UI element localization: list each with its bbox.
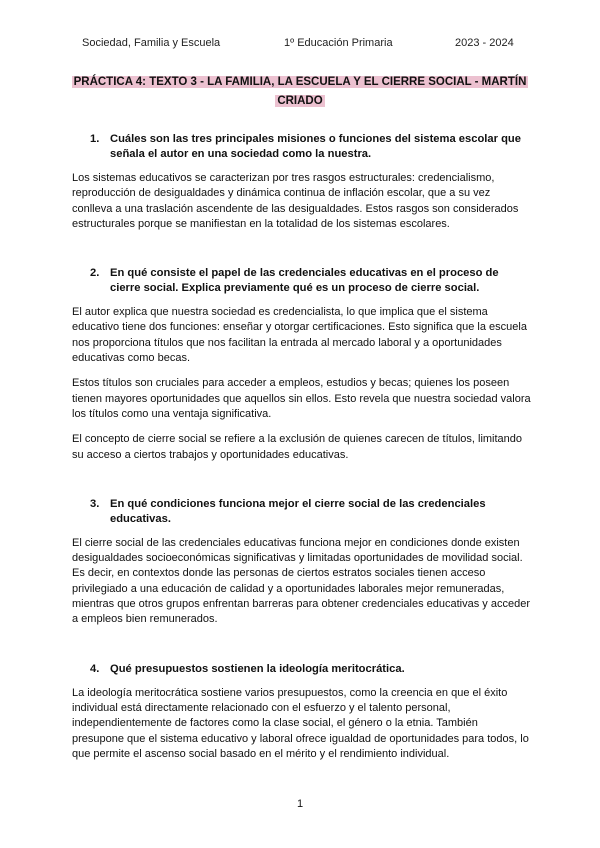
answer-paragraph: El cierre social de las credenciales educativas funciona mejor en condiciones donde existen desigualdades socioeconómicas significativas y limitadas oportunidades de movilidad social. Es decir, en contextos donde las personas de ciertos estratos sociales tienen acceso privilegiado a una educación de calidad y a oportunidades laborales mejor remuneradas, mientras que otros grupos enfrentan barreras para obtener credenciales educativas y acceder a empleos bien remunerados. [72,536,530,626]
answer-paragraph: El concepto de cierre social se refiere a la exclusión de quienes carecen de títulos, limitando su acceso a ciertos trabajos y oportunidades educativas. [72,433,523,461]
question-text: En qué consiste el papel de las credenciales educativas en el proceso de cierre social. Explica previamente qué es un proceso de cierre social. [110,267,499,295]
title-block [60,72,540,110]
question-number: 4. [90,662,100,675]
answer-paragraph: El autor explica que nuestra sociedad es credencialista, lo que implica que el sistema educativo tiene dos funciones: enseñar y otorgar certificaciones. Esto significa que la escuela nos proporciona títulos que nos facilitan la entrada al mercado laboral y a oportunidades educativas como becas. [72,306,527,365]
question-text: En qué condiciones funciona mejor el cierre social de las credenciales educativas. [110,497,486,525]
question-3 [90,497,532,527]
answer-paragraph: La ideología meritocrática sostiene varios presupuestos, como la creencia en que el éxito individual está directamente relacionado con el esfuerzo y el talento personal, independientemente de factores como la clase social, el género o la etnia. También presupone que el sistema educativo y laboral ofrece igualdad de oportunidades para todos, lo que permite el ascenso social basado en el mérito y el rendimiento individual. [72,686,529,760]
answer-paragraph: Los sistemas educativos se caracterizan por tres rasgos estructurales: credencialismo, reproducción de desigualdades y dinámica continua de inflación escolar, que a su vez conlleva a una traslación ascendente de las desigualdades. Estos rasgos son considerados estructurales porque se manifiestan en la totalidad de los sistemas escolares. [72,172,519,230]
question-number: 1. [90,133,100,145]
header-year: 2023 - 2024 [455,37,514,49]
question-1 [90,132,532,162]
header-course: Sociedad, Familia y Escuela [82,37,221,49]
header-grade: 1º Educación Primaria [284,37,393,49]
question-number: 3. [90,497,100,510]
question-text: Qué presupuestos sostienen la ideología meritocrática. [110,662,405,675]
page-number: 1 [296,798,304,810]
document-body [72,132,532,772]
question-number: 2. [90,267,100,280]
answer-paragraph: Estos títulos son cruciales para acceder a empleos, estudios y becas; quienes los poseen tienen mayores oportunidades que aquellos sin ellos. Esto revela que nuestra sociedad valora los títulos como una ventaja significativa. [72,377,531,420]
question-text: Cuáles son las tres principales misiones o funciones del sistema escolar que señala el autor en una sociedad como la nuestra. [110,133,521,160]
question-2 [90,266,532,296]
question-4 [90,662,532,677]
page-title: PRÁCTICA 4: TEXTO 3 - LA FAMILIA, LA ESCUELA Y EL CIERRE SOCIAL - MARTÍN CRIADO [73,76,527,107]
